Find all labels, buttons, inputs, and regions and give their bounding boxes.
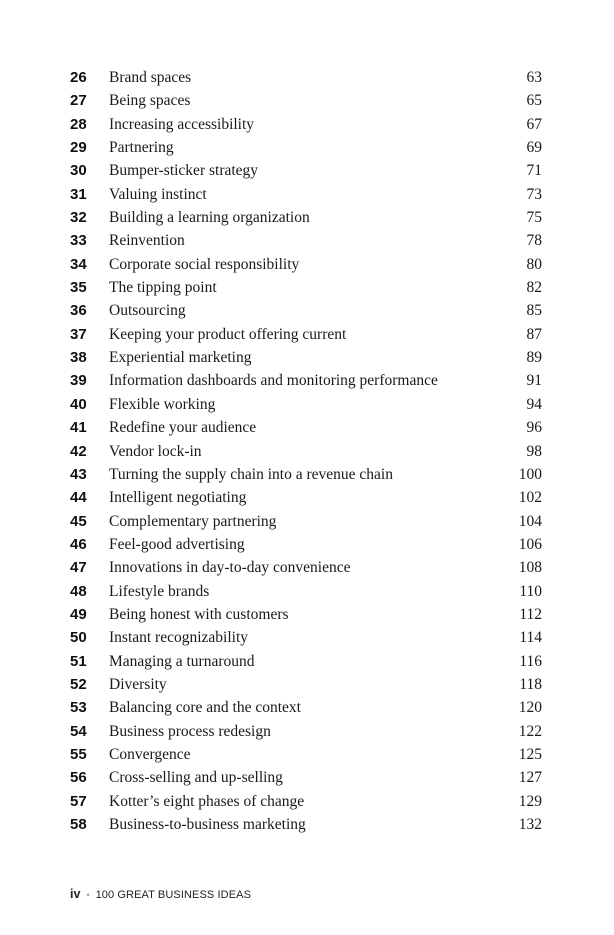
chapter-title: Balancing core and the context	[109, 699, 301, 717]
toc-entry	[70, 720, 542, 743]
chapter-number: 57	[70, 792, 87, 810]
chapter-page: 82	[526, 279, 542, 297]
chapter-page: 100	[518, 465, 542, 483]
chapter-page: 106	[518, 535, 542, 553]
toc-entry	[70, 229, 542, 252]
chapter-number: 54	[70, 722, 87, 740]
toc-entry	[70, 626, 542, 649]
chapter-page: 78	[526, 232, 542, 250]
chapter-title: Bumper-sticker strategy	[109, 162, 259, 180]
toc-entry	[70, 813, 542, 836]
chapter-number: 41	[70, 419, 87, 437]
chapter-page: 104	[518, 512, 542, 530]
chapter-number: 40	[70, 395, 87, 413]
chapter-number: 49	[70, 605, 87, 623]
chapter-title: Experiential marketing	[109, 349, 252, 367]
chapter-title: Corporate social responsibility	[109, 255, 300, 273]
toc-entry	[70, 89, 542, 112]
toc-entry	[70, 486, 542, 509]
toc-entry	[70, 766, 542, 789]
toc-entry	[70, 650, 542, 673]
chapter-title: Being spaces	[109, 92, 191, 110]
chapter-number: 53	[70, 699, 87, 717]
chapter-number: 31	[70, 185, 87, 203]
chapter-title: Keeping your product offering current	[109, 325, 347, 343]
chapter-number: 51	[70, 652, 87, 670]
chapter-title: Outsourcing	[109, 302, 186, 320]
chapter-page: 110	[519, 582, 542, 600]
chapter-number: 37	[70, 325, 87, 343]
toc-entry	[70, 673, 542, 696]
chapter-title: Managing a turnaround	[109, 652, 255, 670]
chapter-page: 96	[526, 419, 542, 437]
chapter-title: Innovations in day-to-day convenience	[109, 559, 351, 577]
toc-entry	[70, 276, 542, 299]
toc-entry	[70, 159, 542, 182]
chapter-page: 63	[526, 69, 542, 86]
chapter-page: 91	[526, 372, 542, 390]
chapter-page: 102	[518, 489, 542, 507]
chapter-title: Building a learning organization	[109, 209, 310, 227]
chapter-number: 29	[70, 139, 87, 157]
chapter-page: 89	[526, 349, 542, 367]
chapter-number: 46	[70, 535, 87, 553]
chapter-page: 125	[518, 745, 542, 763]
chapter-title: Redefine your audience	[109, 419, 257, 437]
chapter-page: 129	[518, 792, 542, 810]
chapter-page: 65	[526, 92, 542, 110]
toc-entry	[70, 580, 542, 603]
toc-entry	[70, 416, 542, 439]
chapter-number: 35	[70, 279, 87, 297]
chapter-page: 80	[526, 255, 542, 273]
chapter-page: 132	[518, 816, 542, 833]
chapter-title: The tipping point	[109, 279, 217, 297]
page-footer	[70, 887, 251, 901]
chapter-page: 120	[518, 699, 542, 717]
chapter-page: 118	[519, 675, 542, 693]
toc-entry	[70, 556, 542, 579]
chapter-page: 87	[526, 325, 542, 343]
chapter-number: 55	[70, 745, 87, 763]
chapter-title: Flexible working	[109, 395, 216, 413]
toc-entry	[70, 463, 542, 486]
toc-entry	[70, 136, 542, 159]
chapter-title: Kotter’s eight phases of change	[109, 792, 305, 810]
chapter-title: Vendor lock-in	[109, 442, 202, 460]
chapter-page: 94	[526, 395, 542, 413]
toc-entry	[70, 533, 542, 556]
chapter-title: Diversity	[109, 675, 167, 693]
toc-entry	[70, 790, 542, 813]
toc-entry	[70, 440, 542, 463]
toc-entry	[70, 183, 542, 206]
chapter-number: 56	[70, 769, 87, 787]
toc-entry	[70, 323, 542, 346]
toc-entry	[70, 510, 542, 533]
toc-entry	[70, 206, 542, 229]
book-title: 100 GREAT BUSINESS IDEAS	[95, 889, 252, 901]
chapter-page: 75	[526, 209, 542, 227]
chapter-page: 67	[526, 115, 542, 133]
chapter-title: Business process redesign	[109, 722, 271, 740]
chapter-page: 85	[526, 302, 542, 320]
chapter-title: Complementary partnering	[109, 512, 277, 530]
chapter-number: 45	[70, 512, 87, 530]
chapter-title: Increasing accessibility	[109, 115, 255, 133]
chapter-number: 58	[70, 816, 87, 833]
chapter-number: 32	[70, 209, 87, 227]
chapter-page: 114	[519, 629, 542, 647]
chapter-number: 43	[70, 465, 87, 483]
table-of-contents	[70, 66, 542, 836]
chapter-number: 33	[70, 232, 87, 250]
chapter-title: Turning the supply chain into a revenue chain	[109, 465, 393, 483]
chapter-number: 26	[70, 69, 87, 86]
chapter-title: Business-to-business marketing	[109, 816, 306, 833]
toc-entry	[70, 346, 542, 369]
chapter-number: 30	[70, 162, 87, 180]
chapter-page: 108	[518, 559, 542, 577]
chapter-number: 42	[70, 442, 87, 460]
chapter-page: 73	[526, 185, 542, 203]
chapter-number: 36	[70, 302, 87, 320]
chapter-number: 27	[70, 92, 87, 110]
toc-entry	[70, 393, 542, 416]
chapter-number: 47	[70, 559, 87, 577]
chapter-title: Convergence	[109, 745, 191, 763]
chapter-number: 38	[70, 349, 87, 367]
chapter-title: Feel-good advertising	[109, 535, 245, 553]
chapter-title: Intelligent negotiating	[109, 489, 247, 507]
chapter-page: 127	[518, 769, 542, 787]
toc-entry	[70, 743, 542, 766]
toc-entry	[70, 696, 542, 719]
toc-entry	[70, 369, 542, 392]
chapter-page: 122	[518, 722, 542, 740]
chapter-title: Instant recognizability	[109, 629, 249, 647]
chapter-number: 44	[70, 489, 87, 507]
chapter-number: 50	[70, 629, 87, 647]
chapter-number: 39	[70, 372, 87, 390]
toc-entry	[70, 253, 542, 276]
toc-entry	[70, 299, 542, 322]
chapter-number: 52	[70, 675, 87, 693]
footer-separator: •	[86, 890, 90, 900]
chapter-title: Information dashboards and monitoring performance	[109, 372, 438, 390]
chapter-title: Being honest with customers	[109, 605, 289, 623]
chapter-title: Brand spaces	[109, 69, 192, 86]
chapter-title: Cross-selling and up-selling	[109, 769, 283, 787]
page-number: iv	[70, 887, 81, 901]
chapter-number: 48	[70, 582, 87, 600]
chapter-page: 69	[526, 139, 542, 157]
chapter-page: 71	[526, 162, 542, 180]
chapter-page: 112	[519, 605, 542, 623]
chapter-title: Partnering	[109, 139, 174, 157]
chapter-title: Valuing instinct	[109, 185, 207, 203]
chapter-number: 34	[70, 255, 87, 273]
toc-entry	[70, 113, 542, 136]
chapter-title: Reinvention	[109, 232, 185, 250]
toc-entry	[70, 66, 542, 89]
chapter-number: 28	[70, 115, 87, 133]
chapter-page: 98	[526, 442, 542, 460]
toc-entry	[70, 603, 542, 626]
chapter-title: Lifestyle brands	[109, 582, 210, 600]
chapter-page: 116	[519, 652, 542, 670]
